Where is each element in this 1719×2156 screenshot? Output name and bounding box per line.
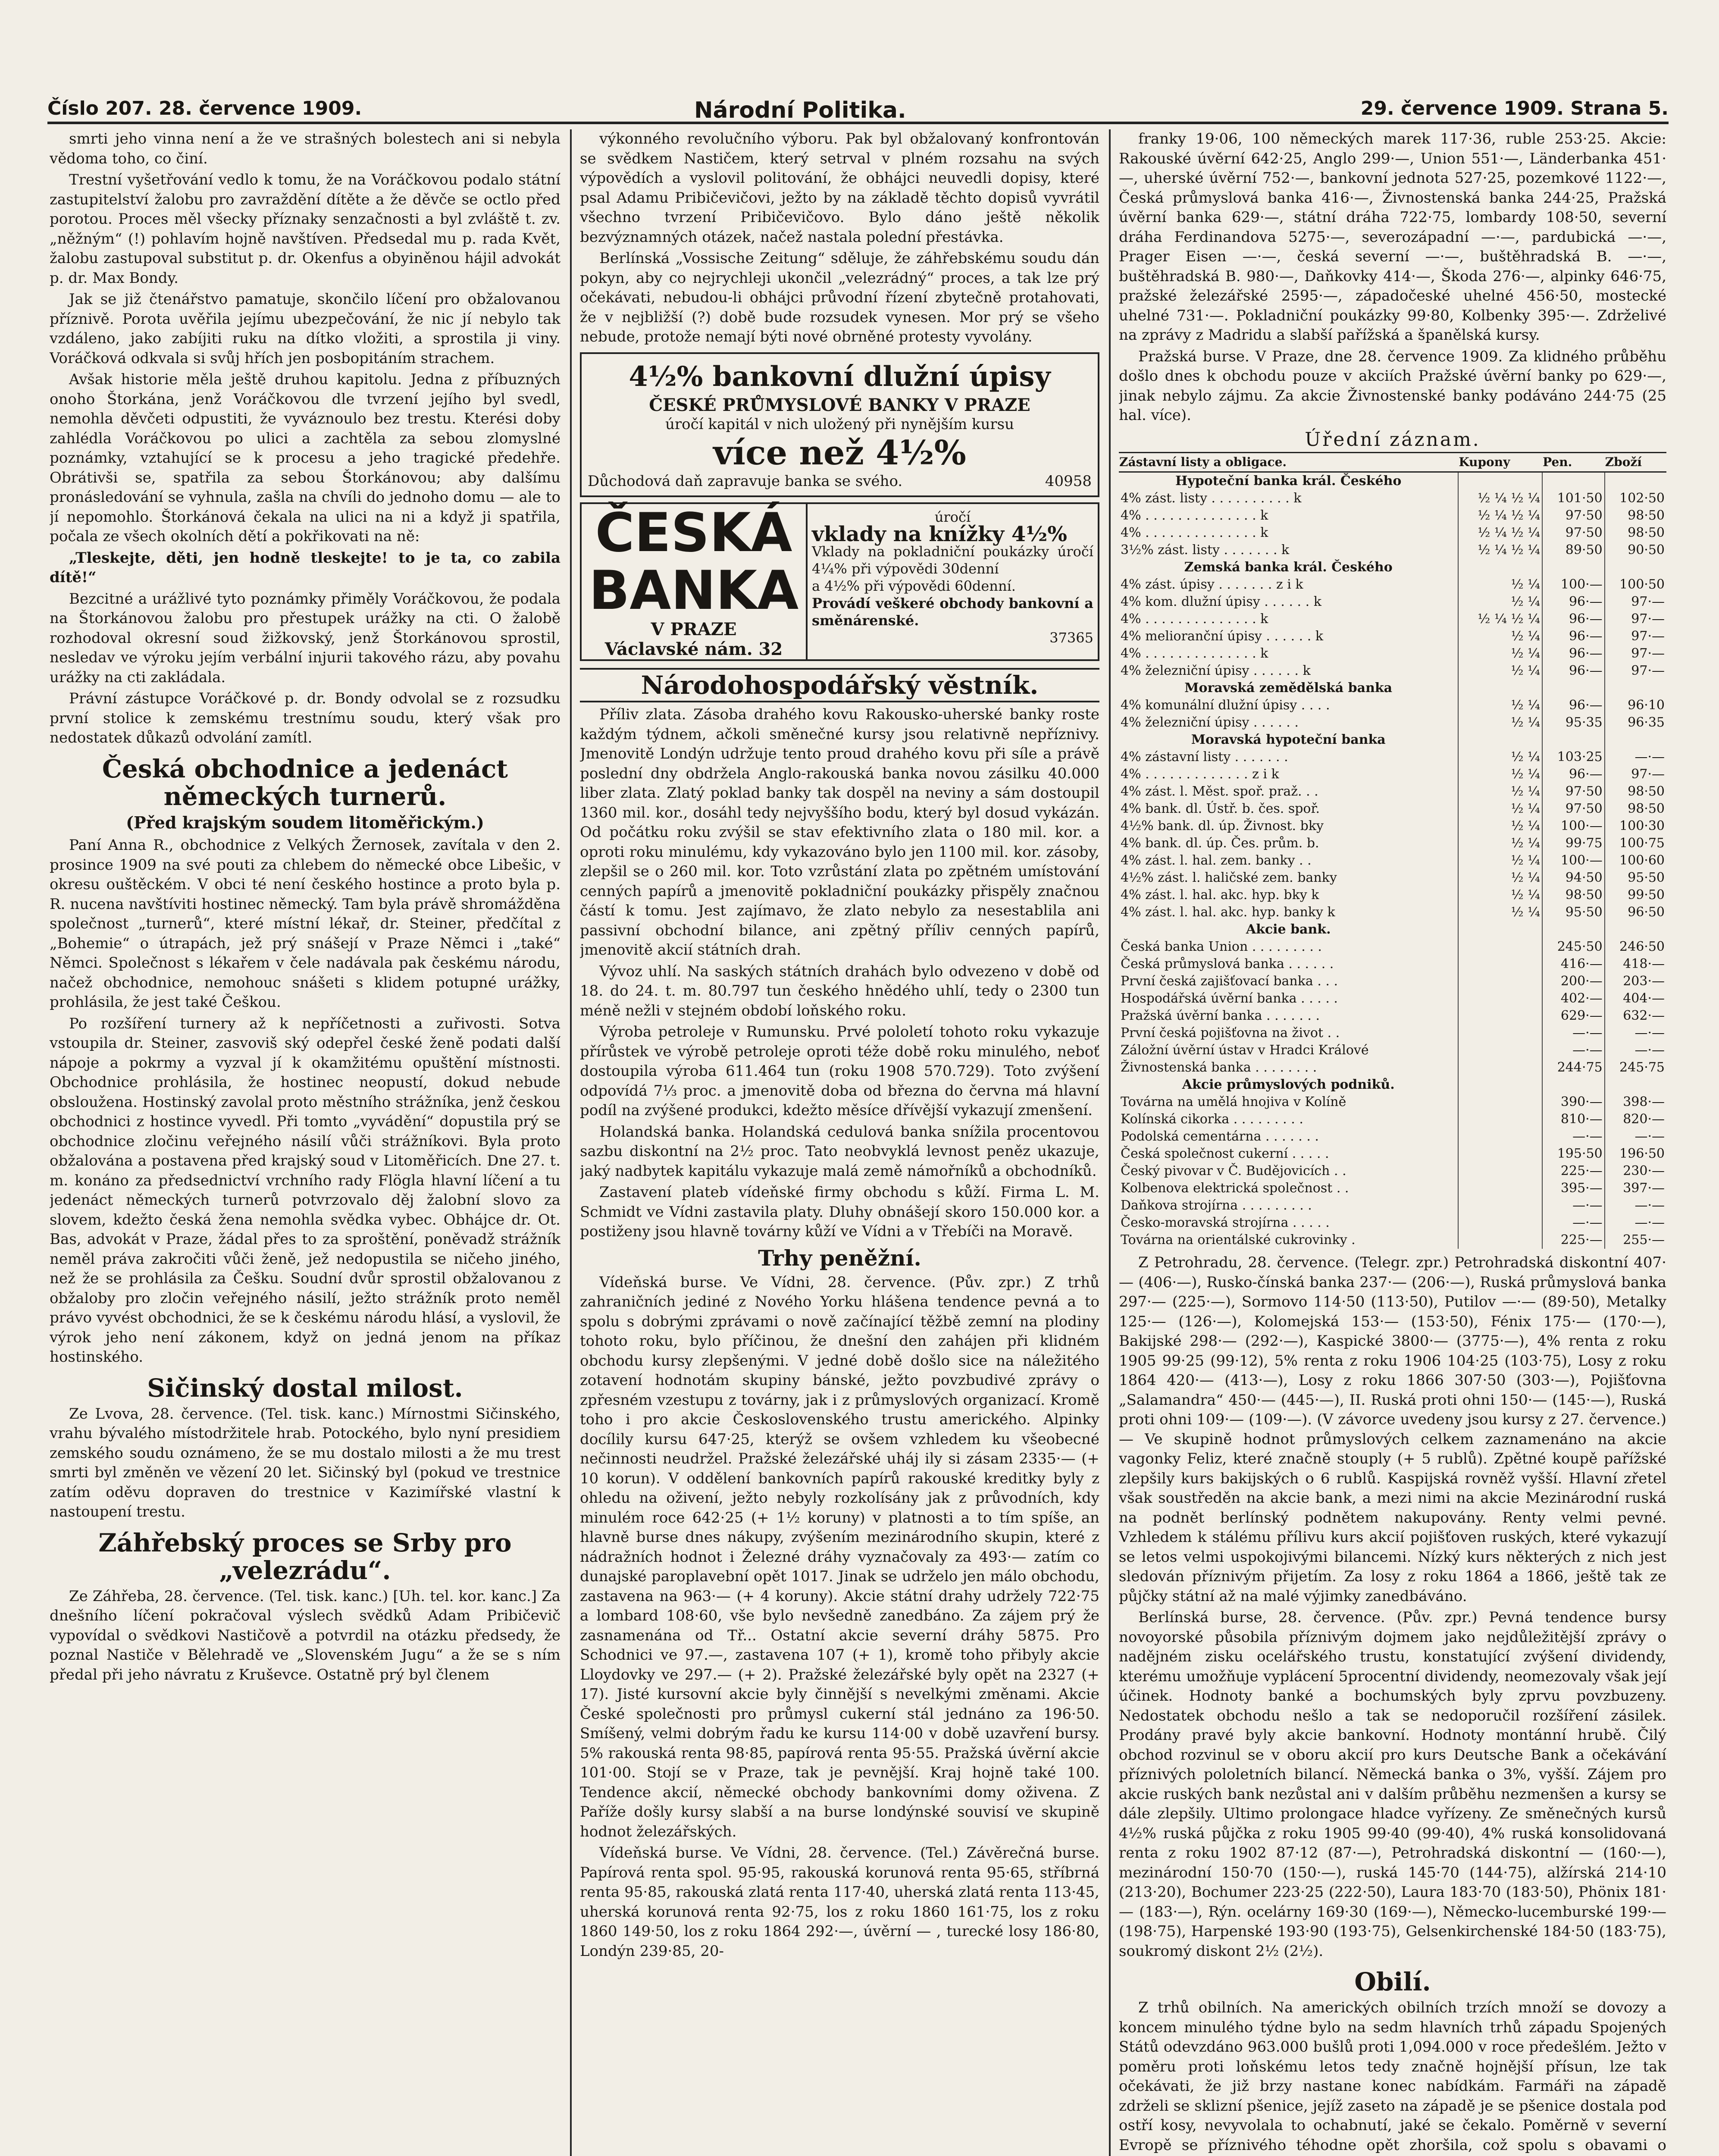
table-row	[1119, 576, 1666, 593]
table-cell: Český pivovar v Č. Budějovicích . .	[1121, 1163, 1346, 1178]
table-cell	[1542, 472, 1605, 490]
table-cell: ½ ¼	[1458, 818, 1542, 835]
table-cell: 4½% bank. dl. úp. Živnost. bky	[1121, 818, 1324, 834]
table-cell: 4% bank. dl. úp. Čes. prům. b.	[1121, 836, 1319, 851]
issue-number-date: Číslo 207. 28. července 1909.	[47, 97, 362, 119]
table-cell: 96·—	[1542, 662, 1605, 680]
table-cell: Česká banka Union . . . . . . . . .	[1121, 939, 1322, 954]
table-cell	[1605, 559, 1666, 576]
official-listing-title: Úřední záznam.	[1305, 428, 1481, 451]
table-cell: 97·—	[1605, 611, 1666, 628]
table-header-cell: Kupony	[1458, 453, 1542, 472]
table-cell: ½ ¼	[1458, 714, 1542, 731]
table-row	[1119, 1197, 1666, 1214]
table-row	[1119, 1128, 1666, 1145]
table-cell	[1458, 1145, 1542, 1163]
table-cell: 225·—	[1542, 1232, 1605, 1249]
table-cell: ½ ¼	[1458, 576, 1542, 593]
section-header-grain: Obilí.	[1354, 1967, 1431, 1996]
section-header-money-markets: Trhy peněžní.	[758, 1245, 921, 1271]
table-cell: —·—	[1605, 1128, 1666, 1145]
paragraph: výkonného revolučního výboru. Pak byl obžalovaný konfrontován se svědkem Nastičem, který setrval v plném rozsahu na svých výpovědích a vyslovil politování, že obhájci neuvedli dopisy, které psal Adamu Pribičevičovi, ježto by na základě těchto dopisů vyvrátil všechno tvrzení Pribičevičovo. Bylo dáno ještě několik bezvýznamných otázek, načež nastala polední přestávka.	[580, 130, 1099, 246]
table-row	[1119, 783, 1666, 800]
table-cell: 95·50	[1605, 869, 1666, 887]
table-row	[1119, 1025, 1666, 1042]
table-cell: Moravská hypoteční banka	[1191, 732, 1386, 747]
table-cell: 4% zást. l. hal. akc. hyp. bky k	[1121, 887, 1319, 903]
table-cell: 100·75	[1605, 835, 1666, 852]
table-cell	[1458, 1007, 1542, 1025]
table-cell: 96·10	[1605, 697, 1666, 714]
table-cell: 103·25	[1542, 749, 1605, 766]
table-cell	[1458, 1076, 1542, 1094]
table-cell: Pražská úvěrní banka . . . . . . .	[1121, 1008, 1320, 1023]
table-cell: 4% . . . . . . . . . . . . . . k	[1121, 646, 1268, 661]
table-cell: ½ ¼	[1458, 662, 1542, 680]
bank-address: Václavské nám. 32	[604, 639, 783, 659]
paragraph: Paní Anna R., obchodnice z Velkých Žernosek, zavítala v den 2. prosince 1909 na své pouti za chlebem do německé obce Libešic, v okresu ouštěckém. V obci té není českého hostince a proto byla p. R. nucena navštíviti hostinec německý. Tam byla právě shromážděna společnost „turnerů“, které místní lékař, dr. Steiner, předčítal z „Bohemie“ o útrapách, jež prý snášejí v Praze Němci i „také“ Němci. Společnost s lékařem v čele nadávala pak českému národu, načež obchodnice, nemohouc snášeti s klidem potupné urážky, prohlásila, že jest také Češkou.	[50, 837, 560, 1011]
table-cell: 96·—	[1542, 593, 1605, 611]
table-cell: 100·30	[1605, 818, 1666, 835]
table-cell	[1458, 938, 1542, 956]
ad-rate: více než 4½%	[713, 433, 966, 473]
table-cell: 397·—	[1605, 1180, 1666, 1197]
table-cell: —·—	[1542, 1214, 1605, 1232]
table-row	[1119, 680, 1666, 697]
table-cell: Továrna na umělá hnojiva v Kolíně	[1121, 1094, 1346, 1109]
table-cell: Česká průmyslová banka . . . . . .	[1121, 956, 1334, 971]
table-cell: 96·—	[1542, 611, 1605, 628]
table-row	[1119, 1094, 1666, 1111]
table-cell: 4% zástavní listy . . . . . . .	[1121, 749, 1288, 765]
table-cell: Akcie bank.	[1246, 922, 1331, 937]
table-cell: 203·—	[1605, 973, 1666, 990]
table-cell: —·—	[1542, 1025, 1605, 1042]
table-cell: ½ ¼ ½ ¼	[1458, 507, 1542, 524]
table-cell: Kolínská cikorka . . . . . . . . .	[1121, 1112, 1303, 1127]
table-cell: ½ ¼	[1458, 800, 1542, 818]
table-cell: —·—	[1605, 1214, 1666, 1232]
column-3	[1119, 129, 1666, 2156]
table-cell: —·—	[1542, 1197, 1605, 1214]
table-cell	[1458, 1042, 1542, 1059]
table-row	[1119, 1163, 1666, 1180]
table-cell: 98·50	[1605, 507, 1666, 524]
paragraph: Po rozšíření turnery až k nepříčetnosti a zuřivosti. Sotva vstoupila dr. Steiner, zasvoviš ský odepřel české ženě podati další nápoje a pokrmy a vyzval jí k okamžitému opuštění místnosti. Obchodnice prohlásila, že hostinec neopustí, dokud nebude obsloužena. Hostinský zavolal proto městního strážníka, jenž českou obchodnici z hostince vyvedl. Při tomto „vyvádění“ dopustila prý se obchodnice zločinu veřejného násilí vůči strážníkovi. Byla proto obžalována a postavena před krajský soud v Litoměřicích. Dne 27. t. m. konáno za předsednictví vrchního rady Flögla hlavní líčení a tu jedenáct německých turnerů potvrzovalo děj žalobní slovo za slovem, kdežto česká žena nemohla svědka vybec. Obhájce dr. Ot. Bas, advokát v Praze, žádal přes to za sproštění, poněvadž strážník neměl práva zakročiti vůči ženě, jež nedopustila se ničeho jiného, než že se prohlásila za Češku. Soudní dvůr sprostil obžalovanou z obžaloby pro zločin veřejného násilí, ježto strážník proto neměl právo vyvést obchodnici, že se k českému národu hlásí, a vyslovil, že výrok jeho není zákonem, když on jedná jenom na příkaz hostinského.	[50, 1015, 560, 1366]
table-row	[1119, 1042, 1666, 1059]
bank-city: V PRAZE	[651, 619, 737, 639]
table-row	[1119, 697, 1666, 714]
table-cell: 200·—	[1542, 973, 1605, 990]
table-cell: 632·—	[1605, 1007, 1666, 1025]
table-row	[1119, 904, 1666, 921]
column-divider	[1109, 129, 1111, 2156]
table-cell: —·—	[1542, 1128, 1605, 1145]
table-cell: 96·—	[1542, 628, 1605, 645]
table-cell: —·—	[1605, 1197, 1666, 1214]
table-cell: 97·50	[1542, 507, 1605, 524]
table-cell: 97·—	[1605, 662, 1666, 680]
table-row	[1119, 714, 1666, 731]
table-cell: 100·50	[1605, 576, 1666, 593]
table-row	[1119, 559, 1666, 576]
table-cell: —·—	[1605, 749, 1666, 766]
table-cell: 4% . . . . . . . . . . . . . . k	[1121, 508, 1268, 523]
table-cell: 96·—	[1542, 697, 1605, 714]
table-cell	[1542, 1076, 1605, 1094]
page-date-number: 29. července 1909. Strana 5.	[1360, 97, 1669, 119]
table-cell: 100·—	[1542, 576, 1605, 593]
table-cell: 94·50	[1542, 869, 1605, 887]
table-cell: 98·50	[1605, 524, 1666, 542]
table-header-cell: Zboží	[1605, 453, 1666, 472]
newspaper-title: Národní Politika.	[694, 97, 906, 123]
table-cell	[1605, 921, 1666, 938]
table-cell: 820·—	[1605, 1111, 1666, 1128]
table-row	[1119, 524, 1666, 542]
table-cell: 4% . . . . . . . . . . . . . . k	[1121, 611, 1268, 627]
table-cell: Česko-moravská strojírna . . . . .	[1121, 1215, 1330, 1230]
table-cell	[1605, 472, 1666, 490]
ad-number: 37365	[1049, 630, 1093, 646]
table-cell: ½ ¼	[1458, 766, 1542, 783]
table-row	[1119, 869, 1666, 887]
table-cell: 629·—	[1542, 1007, 1605, 1025]
table-cell: 4% kom. dlužní úpisy . . . . . . k	[1121, 594, 1321, 609]
paragraph: Holandská banka. Holandská cedulová banka snížila procentovou sazbu diskontní na 2½ proc. Tato neobvyklá levnost peněz ukazuje, jaký nadbytek kapitálu vykazuje malá země námořníků a obchodníků.	[580, 1123, 1099, 1180]
table-row	[1119, 800, 1666, 818]
table-cell: 245·75	[1605, 1059, 1666, 1076]
bank-detail-line: Vklady na pokladniční poukázky úročí 4¼% při výpovědi 30denní	[812, 543, 1093, 577]
table-cell	[1458, 956, 1542, 973]
table-cell: Daňkova strojírna . . . . . . . . .	[1121, 1198, 1312, 1213]
table-cell: 99·50	[1605, 887, 1666, 904]
table-cell	[1458, 680, 1542, 697]
table-cell: ½ ¼ ½ ¼	[1458, 524, 1542, 542]
table-cell: 225·—	[1542, 1163, 1605, 1180]
table-cell: ½ ¼	[1458, 697, 1542, 714]
table-cell: 418·—	[1605, 956, 1666, 973]
table-row	[1119, 472, 1666, 490]
table-row	[1119, 1232, 1666, 1249]
table-cell: 230·—	[1605, 1163, 1666, 1180]
table-cell: 99·75	[1542, 835, 1605, 852]
table-cell: Hypoteční banka král. Českého	[1175, 473, 1402, 489]
article-headline: Sičinský dostal milost.	[147, 1373, 463, 1403]
table-cell: První česká zajišťovací banka . . .	[1121, 974, 1338, 989]
table-row	[1119, 1180, 1666, 1197]
table-cell: 96·35	[1605, 714, 1666, 731]
table-cell	[1458, 472, 1542, 490]
paragraph: Vídeňská burse. Ve Vídni, 28. července. (Tel.) Závěrečná burse. Papírová renta spol. 95·95, rakouská korunová renta 95·65, stříbrná renta 95·85, rakouská zlatá renta 117·40, uherská zlatá renta 113·45, uherská korunová renta 92·75, los z roku 1860 161·75, los z roku 1860 149·50, los z roku 1864 292·—, úvěrní — , turecké losy 186·80, Londýn 239·85, 20-	[580, 1844, 1099, 1960]
paragraph: „Tleskejte, děti, jen hodně tleskejte! to je ta, co zabila dítě!“	[50, 549, 560, 586]
table-row	[1119, 956, 1666, 973]
ad-number: 40958	[1045, 472, 1092, 490]
table-cell: 395·—	[1542, 1180, 1605, 1197]
table-cell	[1458, 1214, 1542, 1232]
table-cell	[1542, 921, 1605, 938]
table-row	[1119, 990, 1666, 1007]
table-cell: 97·50	[1542, 524, 1605, 542]
table-row	[1119, 973, 1666, 990]
table-cell: 101·50	[1542, 490, 1605, 507]
table-cell: Zemská banka král. Českého	[1184, 560, 1393, 575]
table-row	[1119, 645, 1666, 662]
table-cell: 3½% zást. listy . . . . . . . k	[1121, 542, 1290, 558]
ad-title: 4½% bankovní dlužní úpisy	[629, 360, 1051, 393]
table-cell: Hospodářská úvěrní banka . . . . .	[1121, 991, 1338, 1006]
paragraph: Vídeňská burse. Ve Vídni, 28. července. (Pův. zpr.) Z trhů zahraničních jediné z Nového Yorku hlášena tendence pevná a to spolu s dobrými zprávami o nově začínající těžbě zemní na plodiny tohoto roku, bylo příčinou, že dnešní den zahájen při klidném obchodu kursy zlepšenými. V jedné době došlo sice na náležitého zotavení hodnotám skupiny bánské, ježto povzbudivé zprávy o zpřesném vzestupu z továrny, jak i z průmyslových organizací. Kromě toho i pro akcie Československého trustu amerického. Alpinky docílily kursu 647·25, kterýž se ovšem vzhledem ku všeobecné nečinnosti neudržel. Pražské železářské uháj ily si zásam 2335·— (+ 10 korun). V oddělení bankovních papírů rakouské kreditky byly z ohledu na oživení, ježto nebyly rozkolísány jak z průvodních, kdy minulém roce 642·25 (+ 1½ koruny) v platnosti a to tím spíše, an hlavně burse dnes nákupy, zvýšením mezinárodního skupin, které z nádražních hodnot i Železné dráhy vyznačovaly za 493·— zatím co dunajské paroplavební opět 1017. Jinak se udrželo jen málo obchodu, zastavena na 963·— (+ 4 koruny). Akcie státní drahy udržely 722·75 a lombard 108·60, vše bylo nevšedně zanedbáno. Za zájem prý že zasnamenána od Tř... Ostatní akcie severní dráhy 5875. Pro Schodnici ve 97.—, zastavena 107 (+ 1), kromě toho přibyly akcie Lloydovky ve 297.— (+ 2). Pražské železářské byly opět na 2327 (+ 17). Jisté kursovní akcie byly činnější s nevelkými změnami. Akcie České společnosti pro průmysl cukerní stál jednáno za 196·50. Smíšený, velmi dobrým řadu ke kursu 114·00 v době uzavření bursy. 5% rakouská renta 98·85, papírová renta 95·55. Pražská úvěrní akcie 101·00. Stojí se v Praze, tak je pevnější. Kraj hojně také 100. Tendence akcií, německé obchody bankovními domy oživena. Z Paříže došly kursy slabší a na burse londýnské souvisí ve skupině hodnot železářských.	[580, 1273, 1099, 1840]
table-cell: ½ ¼	[1458, 593, 1542, 611]
paragraph: smrti jeho vinna není a že ve strašných bolestech ani si nebyla vědoma toho, co činí.	[50, 130, 560, 167]
table-cell: Česká společnost cukerní . . . . .	[1121, 1146, 1329, 1161]
table-cell: 416·—	[1542, 956, 1605, 973]
table-cell: 4½% zást. l. haličské zem. banky	[1121, 870, 1337, 885]
table-cell	[1458, 1025, 1542, 1042]
table-cell: —·—	[1605, 1025, 1666, 1042]
masthead	[47, 96, 1669, 124]
table-cell: 244·75	[1542, 1059, 1605, 1076]
table-row	[1119, 818, 1666, 835]
table-cell: 97·50	[1542, 783, 1605, 800]
table-cell	[1458, 1232, 1542, 1249]
table-cell: 90·50	[1605, 542, 1666, 559]
table-cell: 246·50	[1605, 938, 1666, 956]
article-headline: Záhřebský proces se Srby pro „velezrádu“.	[98, 1528, 512, 1585]
table-row	[1119, 628, 1666, 645]
table-cell: 97·—	[1605, 593, 1666, 611]
table-cell: 98·50	[1542, 887, 1605, 904]
table-cell: ½ ¼	[1458, 887, 1542, 904]
table-cell	[1605, 731, 1666, 749]
table-cell: —·—	[1542, 1042, 1605, 1059]
article-headline: Česká obchodnice a jedenáct německých turnerů.	[102, 754, 508, 811]
table-row	[1119, 766, 1666, 783]
article-subheadline: (Před krajským soudem litoměřickým.)	[126, 812, 484, 832]
table-row	[1119, 542, 1666, 559]
table-cell: 4% zást. l. hal. zem. banky . .	[1121, 853, 1312, 868]
bank-detail-line: a 4½% při výpovědi 60denní.	[812, 578, 1016, 594]
table-cell: 4% zást. l. Měst. spoř. praž. . .	[1121, 784, 1318, 799]
table-cell: 404·—	[1605, 990, 1666, 1007]
table-cell	[1458, 1094, 1542, 1111]
paragraph: Berlínská burse, 28. července. (Pův. zpr.) Pevná tendence bursy novoyorské působila příznivým dojmem jako nejdůležitější zprávy o nadějném zisku ocelářského trustu, konstatující zvýšení dividendy, kterému umožňuje vyplácení 5procentní dividendy, neomezovaly však její účinek. Hodnoty banké a bochumských byly zprvu povzbuzeny. Nedostatek obchodu nešlo a tak se nedoporučil rozšíření zásilek. Prodány pravé byly akcie bankovní. Hodnoty montánní hrubě. Čilý obchod rozvinul se v oboru akcií pro kurs Deutsche Bank a očekávání příznivých pololetních bilancí. Německá banka o 3%, vyšší. Zájem pro akcie ruských bank nezůstal ani v dalším průběhu nezmenšen a kursy se dále zlepšily. Ultimo prolongace hladce vyřízeny. Ze směnečných kursů 4½% ruská půjčka z roku 1905 99·40 (99·40), 4% ruská konsolidovaná renta z roku 1902 87·12 (87·—), Petrohradská diskontní — (160·—), mezinárodní 150·70 (150·—), ruská 145·70 (144·75), alžírská 214·10 (213·20), Bochumer 223·25 (222·50), Laura 183·70 (183·50), Phönix 181·— (183·—), Rýn. ocelárny 169·30 (169·—), Německo-lucemburské 199·— (198·75), Harpenské 193·90 (193·75), Gelsenkirchenské 184·50 (183·75), soukromý diskont 2½ (2½).	[1119, 1609, 1666, 1960]
table-row	[1119, 593, 1666, 611]
table-cell: 4% . . . . . . . . . . . . . z i k	[1121, 767, 1279, 782]
bank-name-line1: ČESKÁ	[595, 502, 792, 564]
table-row	[1119, 611, 1666, 628]
table-row	[1119, 749, 1666, 766]
table-row	[1119, 490, 1666, 507]
table-cell	[1458, 990, 1542, 1007]
table-cell: 98·50	[1605, 800, 1666, 818]
paragraph: franky 19·06, 100 německých marek 117·36, ruble 253·25. Akcie: Rakouské úvěrní 642·25, Anglo 299·—, Union 551·—, Länderbanka 451·—, uherské úvěrní 752·—, bankovní jednota 527·25, pozemkové 1122·—, Česká průmyslová banka 416·—, Živnostenská banka 244·25, Pražská úvěrní banka 629·—, státní dráha 722·75, lombardy 108·50, severní dráha Ferdinandova 5275·—, severozápadní —·—, pardubická —·—, Prager Eisen —·—, česká severní —·—, buštěhradská B. —·—, buštěhradská B. 980·—, Daňkovky 414·—, Škoda 276·—, alpinky 646·75, pražské železářské 2595·—, západočeské uhelné 456·50, mostecké uhelné 731·—. Pokladniční poukázky 99·80, Kolbenky 395·—. Zdrželivé na zprávy z Madridu a slabší pařížská a španělská kursy.	[1119, 130, 1666, 344]
table-cell: ½ ¼	[1458, 869, 1542, 887]
table-cell: 196·50	[1605, 1145, 1666, 1163]
table-cell	[1458, 1059, 1542, 1076]
table-cell: 97·—	[1605, 645, 1666, 662]
bank-details	[808, 504, 1098, 659]
table-row	[1119, 731, 1666, 749]
table-row	[1119, 835, 1666, 852]
table-cell	[1458, 1180, 1542, 1197]
table-cell	[1458, 1163, 1542, 1180]
table-cell: ½ ¼	[1458, 835, 1542, 852]
table-row	[1119, 887, 1666, 904]
table-cell	[1542, 731, 1605, 749]
table-cell: 4% . . . . . . . . . . . . . . k	[1121, 525, 1268, 540]
table-row	[1119, 1076, 1666, 1094]
table-cell: 100·60	[1605, 852, 1666, 869]
table-cell	[1605, 1076, 1666, 1094]
table-cell: Kolbenova elektrická společnost . .	[1121, 1181, 1349, 1196]
table-row	[1119, 1059, 1666, 1076]
table-cell: 96·—	[1542, 645, 1605, 662]
table-row	[1119, 1214, 1666, 1232]
bank-rate-pre: úročí	[934, 509, 971, 525]
table-cell: 98·50	[1605, 783, 1666, 800]
bank-rate-title: vklady na knížky 4½%	[812, 522, 1067, 546]
table-cell: Moravská zemědělská banka	[1184, 680, 1393, 696]
table-row	[1119, 662, 1666, 680]
table-cell: První česká pojišťovna na život . .	[1121, 1025, 1340, 1040]
table-cell: 255·—	[1605, 1232, 1666, 1249]
table-cell: 810·—	[1542, 1111, 1605, 1128]
table-header-cell: Pen.	[1542, 453, 1605, 472]
paragraph: Trestní vyšetřování vedlo k tomu, že na Voráčkovou podalo státní zastupitelství žalobu pro zavraždění dítěte a že děvče se octlo před porotou. Proces měl všecky příznaky senzačnosti a byl zvláště t. zv. „něžným“ (!) pohlavím hojně navštíven. Předsedal mu p. rada Květ, žalobu zastupoval substitut p. dr. Okenfus a obyiněnou hájil advokát p. dr. Max Bondy.	[50, 171, 560, 287]
column-2	[580, 129, 1099, 2156]
table-cell: 4% komunální dlužní úpisy . . . .	[1121, 698, 1330, 713]
table-cell	[1458, 559, 1542, 576]
ad-footnote: Důchodová daň zapravuje banka se svého.	[588, 472, 903, 490]
table-cell: ½ ¼ ½ ¼	[1458, 490, 1542, 507]
ad-issuer: ČESKÉ PRŮMYSLOVÉ BANKY V PRAZE	[649, 395, 1030, 415]
advertisement-ceska-banka	[580, 502, 1099, 661]
table-cell: ½ ¼	[1458, 628, 1542, 645]
table-header-cell: Zástavní listy a obligace.	[1119, 453, 1458, 472]
table-cell: 95·50	[1542, 904, 1605, 921]
table-cell	[1458, 731, 1542, 749]
table-cell: Podolská cementárna . . . . . . .	[1121, 1129, 1319, 1144]
section-header-economy: Národohospodářský věstník.	[580, 668, 1099, 702]
rates-table	[1119, 452, 1666, 1249]
table-cell: 4% zást. úpisy . . . . . . . z i k	[1121, 577, 1303, 592]
table-cell: 100·—	[1542, 852, 1605, 869]
bank-name-line2: BANKA	[589, 560, 799, 622]
table-cell: 4% bank. dl. Ústř. b. čes. spoř.	[1121, 801, 1320, 816]
table-header	[1119, 453, 1666, 472]
paragraph: Z Petrohradu, 28. července. (Telegr. zpr.) Petrohradská diskontní 407·— (406·—), Rusko-čínská banka 237·— (206·—), Ruská průmyslová banka 297·— (225·—), Sormovo 114·50 (113·50), Putilov —·— (89·50), Metalky 125·— (126·—), Kolomejská 153·— (153·50), Fénix 175·— (170·—), Bakijské 298·— (292·—), Kaspické 3800·— (3775·—), 4% renta z roku 1905 99·25 (99·12), 5% renta z roku 1906 104·25 (103·75), Losy z roku 1864 420·— (413·—), Losy z roku 1866 307·50 (303·—), Pojišťovna „Salamandra“ 450·— (445·—), II. Ruská proti ohni 150·— (145·—), Ruská proti ohni 109·— (109·—). (V závorce uvedeny jsou kursy z 27. července.) — Ve skupině hodnot průmyslových celkem zaznamenáno na akcie vagonky Feliz, které značně stouply (+ 5 rublů). Zpětné koupě pařížské zlepšily kurs bakijských o 6 rublů. Kaspijská rovněž vyšší. Hlavní zřetel však soustředěn na akcie bank, a mezi nimi na akcie Mezinárodní ruská na podnět berlínský podnětem nakupovány. Renty velmi pevné. Vzhledem k stálému přílivu kurs akcií pojišťoven ruských, které vykazují se letos velmi uspokojivými bilancemi. Nízký kurs některých z nich jest sledován příznivým přijetím. Za losy z roku 1864 a 1866, ještě tak ze půjčky státní až na malé výjimky zanedbáváno.	[1119, 1254, 1666, 1605]
bank-logo	[582, 504, 808, 659]
paragraph: Berlínská „Vossische Zeitung“ sděluje, že záhřebskému soudu dán pokyn, aby co nejrychleji ukončil „velezrádný“ proces, a tak lze prý očekávati, nebudou-li obhájci průvodní řízení zbytečně protahovati, že v nejbližší (?) době bude rozsudek vynesen. Mor prý se všeho nebude, protože nemají býti nové obrněné protesty vyvolány.	[580, 250, 1099, 345]
paragraph: Příliv zlata. Zásoba drahého kovu Rakousko-uherské banky roste každým týdnem, ačkoli směnečné kursy jsou relativně nepříznivy. Jmenovitě Londýn udržuje tento proud drahého kovu při síle a právě poslední dny obdržela Anglo-rakouská banka novou zásilku 40.000 liber zlata. Zlatý poklad banky tak dospěl na neviny a sám dostoupil 1360 mil. kor., dosáhl tedy nejvyššího bodu, který byl dosud vykázán. Od počátku roku zvýšil se stav efektivního zlata o 180 mil. kor. a oproti roku minulému, kdy vykazováno bylo jen 1100 mil. kor. zásoby, zlepšil se o 260 mil. kor. Toto vzrůstání zlata po zpětném umístování cenných papírů a jmenovitě pokladniční poukázky přispěly značnou částí k tomu. Jest zajímavo, že zlato nebylo za nesestablila ani passivní obchodní bilance, ani zpětný příliv cenných papírů, jmenovitě akcií státních drah.	[580, 706, 1099, 959]
table-row	[1119, 1007, 1666, 1025]
paragraph: Z trhů obilních. Na amerických obilních trzích množí se dovozy a koncem minulého týdne bylo na sedm hlavních trhů západu Spojených Států odevzdáno 963.000 bušlů proti 1,094.000 v roce předešlém. Ježto v poměru proti loňskému letos tedy značně hojnější přísun, lze tak očekávati, že již brzy nastane konec nabídkám. Farmáři na západě zdrželi se sklizní pšenice, jejíž zaseto na západě je se pšenice dostala pod ostří kosy, nevyvolala to ochabnutí, jaké se čekalo. Poměrně v severní Evropě se příznivého téhodne opět zhoršila, což spolu s obavami o	[1119, 1999, 1666, 2154]
table-cell: 4% železniční úpisy . . . . . . k	[1121, 663, 1311, 678]
table-cell	[1458, 1197, 1542, 1214]
ad-line: úročí kapitál v nich uložený při nynějším kursu	[665, 416, 1014, 433]
table-cell: ½ ¼	[1458, 749, 1542, 766]
column-divider	[570, 129, 572, 2156]
table-cell: ½ ¼ ½ ¼	[1458, 542, 1542, 559]
paragraph: Právní zástupce Voráčkové p. dr. Bondy odvolal se z rozsudku první stolice k zemskému trestnímu soudu, který však pro nedostatek důkazů odvolání zamítl.	[50, 690, 560, 746]
table-row	[1119, 1111, 1666, 1128]
table-row	[1119, 852, 1666, 869]
paragraph: Ze Lvova, 28. července. (Tel. tisk. kanc.) Mírnostmi Sičinského, vrahu bývalého místodržitele hrab. Potockého, bylo nyní presidiem zemského soudu oznámeno, že se mu dostalo milosti a že mu trest smrti byl změněn ve vězení 20 let. Sičinský byl (pokud ve trestnice zatím oděvu dopraven do trestnice v Kazimířské vlastní k nastoupení trestu.	[50, 1405, 560, 1520]
advertisement-bonds	[580, 352, 1099, 498]
table-cell: 398·—	[1605, 1094, 1666, 1111]
rates-table-body	[1119, 472, 1666, 1249]
table-cell: 97·50	[1542, 800, 1605, 818]
table-row	[1119, 507, 1666, 524]
column-1	[50, 129, 560, 2156]
table-row	[1119, 1145, 1666, 1163]
paragraph: Pražská burse. V Praze, dne 28. července 1909. Za klidného průběhu došlo dnes k obchodu pouze v akciích Pražské úvěrní banky po 629·—, jinak nebylo zájmu. Za akcie Živnostenské banky podáváno 244·75 (25 hal. více).	[1119, 348, 1666, 424]
table-cell: 402·—	[1542, 990, 1605, 1007]
table-cell: ½ ¼	[1458, 783, 1542, 800]
table-cell: Továrna na orientálské cukrovinky .	[1121, 1232, 1356, 1247]
paragraph: Zastavení plateb vídeňské firmy obchodu s kůží. Firma L. M. Schmidt ve Vídni zastavila platy. Dluhy obnášejí skoro 150.000 kor. a postiženy jsou hlavně továrny kůží ve Vídni a v Třebíči na Moravě.	[580, 1184, 1099, 1240]
table-cell: Akcie průmyslových podniků.	[1182, 1077, 1395, 1092]
table-cell: 245·50	[1542, 938, 1605, 956]
table-cell	[1542, 680, 1605, 697]
table-cell	[1458, 973, 1542, 990]
table-cell: 97·—	[1605, 766, 1666, 783]
table-cell: 4% zást. l. hal. akc. hyp. banky k	[1121, 905, 1335, 920]
table-cell: 96·—	[1542, 766, 1605, 783]
table-cell: ½ ¼	[1458, 852, 1542, 869]
paragraph: Výroba petroleje v Rumunsku. Prvé pololetí tohoto roku vykazuje přírůstek ve výrobě petroleje oproti téže době roku minulého, neboť dostoupila výroba 611.464 tun (roku 1908 570.729). Toto zvýšení odpovídá 7⅓ proc. a jmenovitě doba od března do června má hlavní podíl na zvýšené produkci, kdežto měsíce dřívější vykazují zmenšení.	[580, 1023, 1099, 1119]
table-row	[1119, 921, 1666, 938]
table-cell: 195·50	[1542, 1145, 1605, 1163]
table-row	[1119, 938, 1666, 956]
table-cell: 95·35	[1542, 714, 1605, 731]
table-cell: Živnostenská banka . . . . . . . .	[1121, 1060, 1317, 1075]
table-cell: 102·50	[1605, 490, 1666, 507]
table-cell: ½ ¼ ½ ¼	[1458, 611, 1542, 628]
table-cell: 390·—	[1542, 1094, 1605, 1111]
table-cell: 100·—	[1542, 818, 1605, 835]
table-cell: 4% melioranční úpisy . . . . . . k	[1121, 629, 1323, 644]
paragraph: Vývoz uhlí. Na saských státních drahách bylo odvezeno v době od 18. do 24. t. m. 80.797 tun českého hnědého uhlí, tedy o 2300 tun méně nežli v stejném období loňského roku.	[580, 962, 1099, 1019]
bank-detail-line: Provádí veškeré obchody bankovní a směnárenské.	[812, 595, 1093, 629]
table-cell: 4% železniční úpisy . . . . . .	[1121, 715, 1299, 730]
table-cell	[1542, 559, 1605, 576]
table-cell	[1458, 1111, 1542, 1128]
table-cell: ½ ¼	[1458, 904, 1542, 921]
table-cell: —·—	[1605, 1042, 1666, 1059]
table-cell	[1605, 680, 1666, 697]
table-cell: 97·—	[1605, 628, 1666, 645]
paragraph: Jak se již čtenářstvo pamatuje, skončilo líčení pro obžalovanou příznivě. Porota uvěřila jejímu ubezpečování, že nic jí nebylo tak vzdáleno, jako zabíjiti ruku na dítko vložiti, a sprostila ji viny. Voráčková odkvala si svůj hřích jen posbopitáním strachem.	[50, 291, 560, 367]
table-cell	[1458, 921, 1542, 938]
table-cell: 89·50	[1542, 542, 1605, 559]
paragraph: Bezcitné a urážlivé tyto poznámky přiměly Voráčkovou, že podala na Štorkánovou žalobu pro přestupek urážky na cti. O žalobě rozhodoval okresní soud žižkovský, jenž Štorkánovou sprostil, nesledav ve výroku jejím verbální injurii takového rázu, aby povahu urážky na cti zakládala.	[50, 590, 560, 686]
paragraph: Ze Záhřeba, 28. července. (Tel. tisk. kanc.) [Uh. tel. kor. kanc.] Za dnešního líčení pokračoval výslech svědků Adam Pribičevič vypovídal o svědkovi Nastičově a potvrdil na otázku předsedy, že poznal Nastiče v Bělehradě ve „Slovenském Jugu“ a že se s ním předal při jeho návratu z Kruševce. Ostatně prý byl členem	[50, 1587, 560, 1683]
table-cell: Záložní úvěrní ústav v Hradci Králové	[1121, 1043, 1369, 1058]
table-cell: 96·50	[1605, 904, 1666, 921]
table-cell: 4% zást. listy . . . . . . . . . . k	[1121, 491, 1302, 506]
paragraph: Avšak historie měla ještě druhou kapitolu. Jedna z příbuzných onoho Štorkána, jenž Voráčkovou dle tvrzení jejího byl svedl, nemohla děvčeti odpustiti, že vyváznoulo bez trestu. Kterési doby zahlédla Voráčkovou po ulici a zachtěla za sebou zlomyslné poznámky, vztahující se k procesu a jeho tragické předehře. Obrátivši se, spatřila za sebou Štorkánovou; aby dalšímu pronásledování se vyhnula, zašla na chvíli do jednoho domu — ale to jí nepomohlo. Štorkánová čekala na ulici na ni a když ji spatřila, počala ze všech okolních dětí a pokřikovati na ně:	[50, 371, 560, 545]
table-cell	[1458, 1128, 1542, 1145]
table-cell: ½ ¼	[1458, 645, 1542, 662]
